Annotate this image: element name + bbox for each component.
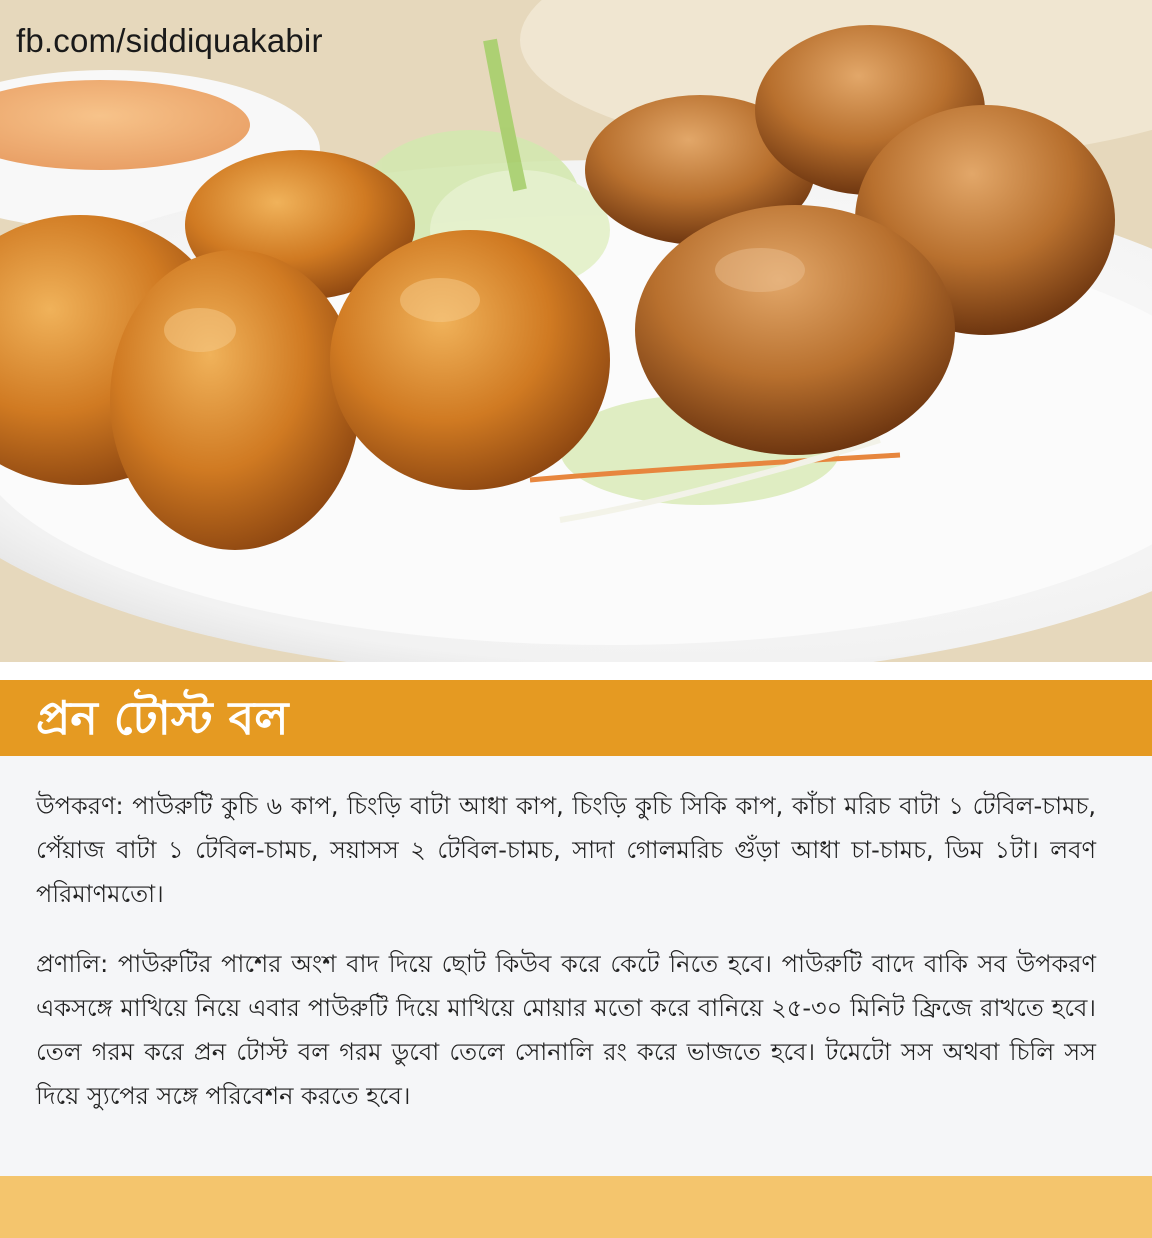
ingredients-paragraph: উপকরণ: পাউরুটি কুচি ৬ কাপ, চিংড়ি বাটা আধা কাপ, চিংড়ি কুচি সিকি কাপ, কাঁচা মরিচ বাটা ১ টেবিল-চামচ, পেঁয়াজ বাটা ১ টেবিল-চামচ, সয়াসস ২ টেবিল-চামচ, সাদা গোলমরিচ গুঁড়া আধা চা-চামচ, ডিম ১টা। লবণ পরিমাণমতো। (36, 792, 1096, 908)
title-band (0, 680, 1152, 756)
recipe-title: প্রন টোস্ট বল (36, 691, 289, 745)
method-paragraph: প্রণালি: পাউরুটির পাশের অংশ বাদ দিয়ে ছোট কিউব করে কেটে নিতে হবে। পাউরুটি বাদে বাকি সব উপকরণ একসঙ্গে মাখিয়ে নিয়ে এবার পাউরুটি দিয়ে মাখিয়ে মোয়ার মতো করে বানিয়ে ২৫-৩০ মিনিট ফ্রিজে রাখতে হবে। তেল গরম করে প্রন টোস্ট বল গরম ডুবো তেলে সোনালি রং করে ভাজতে হবে। টমেটো সস অথবা চিলি সস দিয়ে স্যুপের সঙ্গে পরিবেশন করতে হবে। (36, 950, 1096, 1110)
recipe-text-panel (0, 756, 1152, 1176)
bottom-band (0, 1176, 1152, 1238)
watermark-text: fb.com/siddiquakabir (16, 22, 323, 59)
